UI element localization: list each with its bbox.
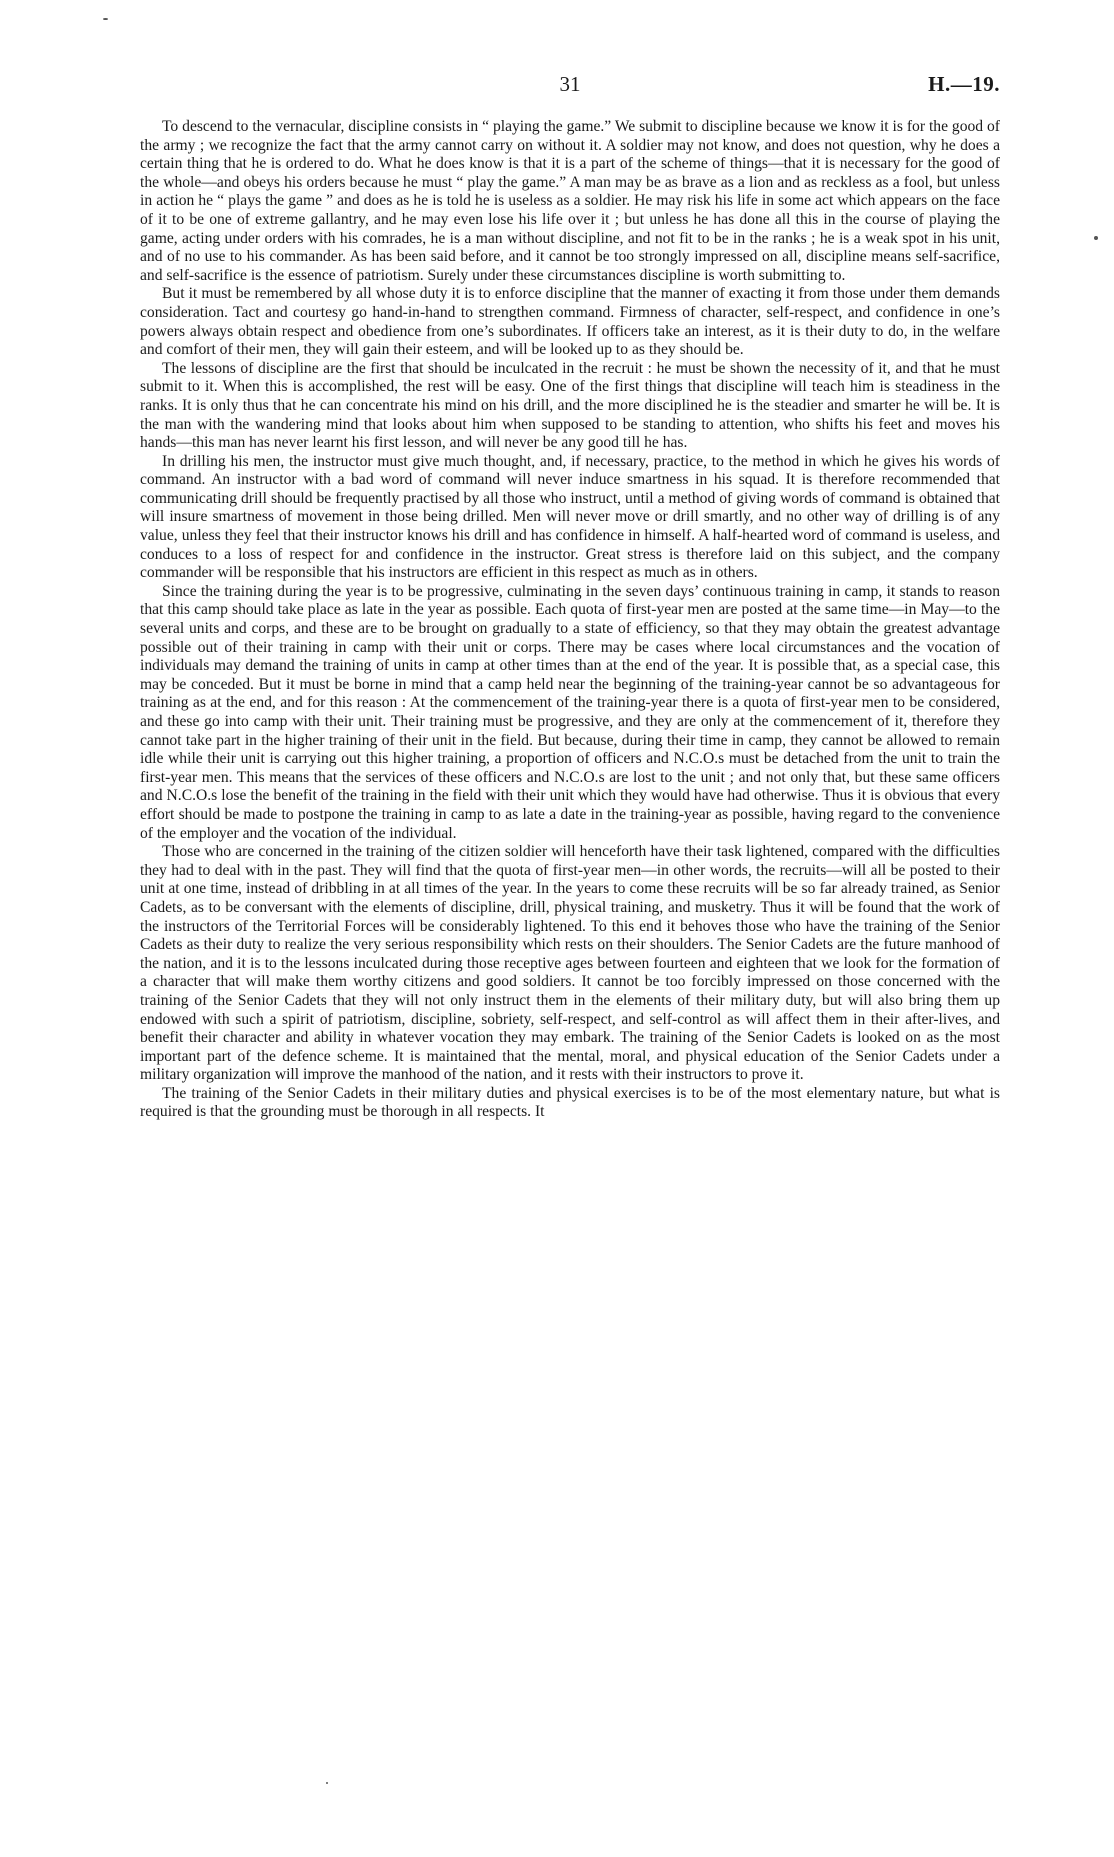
paragraph-exacting-discipline: But it must be remembered by all whose duty it is to enforce discipline that the manner of exacting it from those under them demands consideration. Tact and courtesy go hand-in-hand to strengthen command. Firmness of character, self-respect, and confidence in one’s powers always obtain respect and obedience from one’s subordinates. If officers take an interest, as it is their duty to do, in the welfare and comfort of their men, they will gain their esteem, and will be looked up to as they should be. bbox=[140, 285, 1000, 359]
scan-mark bbox=[326, 1782, 328, 1784]
page-header bbox=[140, 72, 1000, 102]
document-reference: H.—19. bbox=[928, 72, 1000, 96]
body-text bbox=[140, 118, 1000, 1122]
paragraph-cadet-training: The training of the Senior Cadets in their military duties and physical exercises is to be of the most elementary nature, but what is required is that the grounding must be thorough in all respects. It bbox=[140, 1084, 1000, 1121]
paragraph-senior-cadets: Those who are concerned in the training of the citizen soldier will henceforth have their task lightened, compared with the difficulties they had to deal with in the past. They will find that the quota of first-year men—in other words, the recruits—will all be posted to their unit at one time, instead of dribbling in at all times of the year. In the years to come these recruits will be so far already trained, as Senior Cadets, as to be conversant with the elements of discipline, drill, physical training, and musketry. Thus it will be found that the work of the instructors of the Territorial Forces will be considerably lightened. To this end it behoves those who have the training of the Senior Cadets as their duty to realize the very serious responsibility which rests on their shoulders. The Senior Cadets are the future manhood of the nation, and it is to the lessons inculcated during those receptive ages between fourteen and eighteen that we look for the formation of a character that will make them worthy citizens and good soldiers. It cannot be too forcibly impressed on those concerned with the training of the Senior Cadets that they will not only instruct them in the elements of their military duty, but will also bring them up endowed with such a spirit of patriotism, discipline, sobriety, self-respect, and self-control as will affect them in their after-lives, and benefit their character and ability in whatever vocation they may embark. The training of the Senior Cadets is looked on as the most important part of the defence scheme. It is maintained that the mental, moral, and physical education of the Senior Cadets under a military organization will improve the manhood of the nation, and it rests with their instructors to prove it. bbox=[140, 843, 1000, 1084]
paragraph-lessons-of-discipline: The lessons of discipline are the first that should be inculcated in the recruit : he must be shown the necessity of it, and that he must submit to it. When this is accomplished, the rest will be easy. One of the first things that discipline will teach him is steadiness in the ranks. It is only thus that he can concentrate his mind on his drill, and the more disciplined he is the steadier and smarter he will be. It is the man with the wandering mind that looks about him when supposed to be standing to attention, who shifts his feet and moves his hands—this man has never learnt his first lesson, and will never be any good till he has. bbox=[140, 359, 1000, 452]
scan-mark bbox=[103, 18, 108, 20]
page-number: 31 bbox=[559, 72, 581, 96]
scan-mark bbox=[1094, 236, 1098, 240]
paragraph-camp-training: Since the training during the year is to be progressive, culminating in the seven days’ continuous training in camp, it stands to reason that this camp should take place as late in the year as possible. Each quota of first-year men are posted at the same time—in May—to the several units and corps, and these are to be brought on gradually to a state of efficiency, so that they may obtain the greatest advantage possible out of their training in camp with their unit or corps. There may be cases where local circumstances and the vocation of individuals may demand the training of units in camp at other times than at the end of the year. It is possible that, as a special case, this may be conceded. But it must be borne in mind that a camp held near the beginning of the training-year cannot be so advantageous for training as at the end, and for this reason : At the commencement of the training-year there is a quota of first-year men to be considered, and these go into camp with their unit. Their training must be progressive, and they are only at the commencement of it, therefore they cannot take part in the higher training of their unit in the field. But because, during their time in camp, they cannot be allowed to remain idle while their unit is carrying out this higher training, a proportion of officers and N.C.O.s must be detached from the unit to train the first-year men. This means that the services of these officers and N.C.O.s are lost to the unit ; and not only that, but these same officers and N.C.O.s lose the benefit of the training in the field with their unit which they would have had otherwise. Thus it is obvious that every effort should be made to postpone the training in camp to as late a date in the training-year as possible, having regard to the convenience of the employer and the vocation of the individual. bbox=[140, 582, 1000, 842]
paragraph-discipline-game: To descend to the vernacular, discipline consists in “ playing the game.” We submit to discipline because we know it is for the good of the army ; we recognize the fact that the army cannot carry on without it. A soldier may not know, and does not question, why he does a certain thing that he is ordered to do. What he does know is that it is a part of the scheme of things—that it is necessary for the good of the whole—and obeys his orders because he must “ play the game.” A man may be as brave as a lion and as reckless as a fool, but unless in action he “ plays the game ” and does as he is told he is useless as a soldier. He may risk his life in some act which appears on the face of it to be one of extreme gallantry, and he may even lose his life over it ; but unless he has done all this in the course of playing the game, acting under orders with his comrades, he is a man without discipline, and not fit to be in the ranks ; he is a weak spot in his unit, and of no use to his commander. As has been said before, and it cannot be too strongly impressed on all, discipline means self-sacrifice, and self-sacrifice is the essence of patriotism. Surely under these circumstances discipline is worth submitting to. bbox=[140, 118, 1000, 284]
paragraph-words-of-command: In drilling his men, the instructor must give much thought, and, if necessary, practice, to the method in which he gives his words of command. An instructor with a bad word of command will never induce smartness in his squad. It is therefore recommended that communicating drill should be frequently practised by all those who instruct, until a method of giving words of command is obtained that will insure smartness of movement in those being drilled. Men will never move or drill smartly, and no other way of drilling is of any value, unless they feel that their instructor knows his drill and has confidence in himself. A half-hearted word of command is useless, and conduces to a loss of respect for and confidence in the instructor. Great stress is therefore laid on this subject, and the company commander will be responsible that his instructors are efficient in this respect as much as in others. bbox=[140, 452, 1000, 582]
